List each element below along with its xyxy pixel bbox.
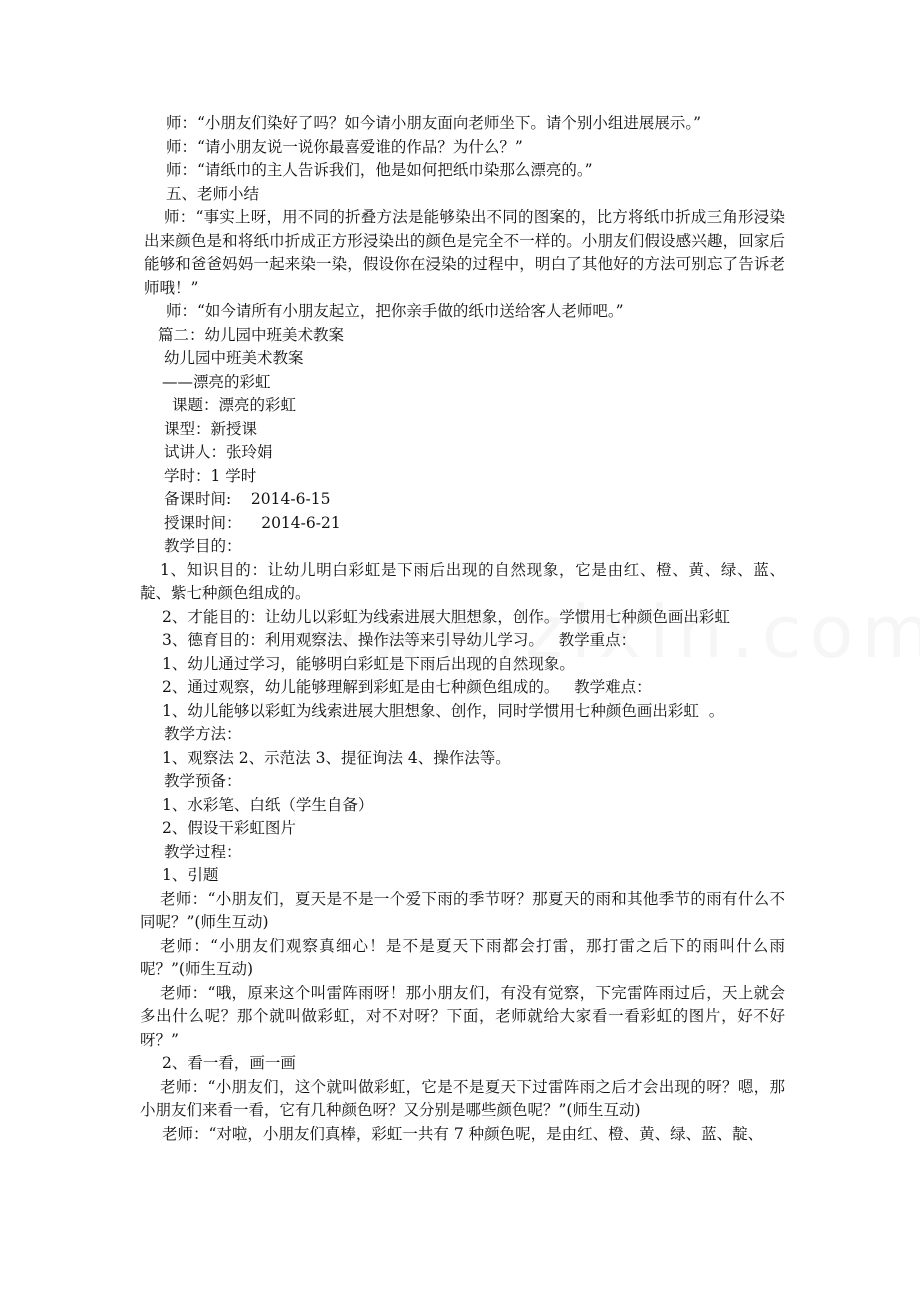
prep-date: 备课时间: 2014-6-15 [164,490,331,508]
paragraph: 2、通过观察，幼儿能够理解到彩虹是由七种颜色组成的。 教学难点： [162,678,652,696]
lesson-type: 课型：新授课 [164,419,258,438]
paragraph: 1、幼儿通过学习，能够明白彩虹是下雨后出现的自然现象。 [162,654,575,673]
section-heading: 篇二：幼儿园中班美术教案 [158,325,345,344]
section-heading: 1、引题 [162,866,219,884]
paragraph: 师：“小朋友们染好了吗？如今请小朋友面向老师坐下。请个别小组进展展示。” [166,114,702,132]
section-heading: 教学方法： [164,725,242,743]
section-heading: 五、老师小结 [166,184,260,203]
paragraph: 老师：“小朋友们，夏天是不是一个爱下雨的季节呀？那夏天的雨和其他季节的雨有什么不同呢？”(师生互动) [140,889,785,931]
paragraph: 老师：“对啦，小朋友们真棒，彩虹一共有 7 种颜色呢，是由红、橙、黄、绿、蓝、靛、 [162,1124,764,1143]
document-title: 幼儿园中班美术教案 [164,349,304,367]
paragraph: 2、假设干彩虹图片 [162,819,296,837]
lesson-hours: 学时：1 学时 [164,466,257,485]
section-heading: 2、看一看，画一画 [162,1054,296,1072]
paragraph: 1、幼儿能够以彩虹为线索进展大胆想象、创作，同时学惯用七种颜色画出彩虹 。 [162,701,725,720]
paragraph: 老师：“小朋友们，这个就叫做彩虹，它是不是夏天下过雷阵雨之后才会出现的呀？嗯，那小朋友们来看一看，它有几种颜色呀？又分别是哪些颜色呢？”(师生互动) [140,1077,785,1119]
paragraph: 师：“如今请所有小朋友起立，把你亲手做的纸巾送给客人老师吧。” [166,302,624,320]
paragraph: 1、观察法 2、示范法 3、提征询法 4、操作法等。 [162,748,511,767]
paragraph: 老师：“哦，原来这个叫雷阵雨呀！那小朋友们，有没有觉察，下完雷阵雨过后，天上就会多出什么呢？那个就叫做彩虹，对不对呀？下面，老师就给大家看一看彩虹的图片，好不好呀？” [140,983,785,1049]
teach-date: 授课时间： 2014-6-21 [164,513,341,532]
paragraph: 师：“请小朋友说一说你最喜爱谁的作品？为什么？” [166,137,523,156]
paragraph: 师：“请纸巾的主人告诉我们，他是如何把纸巾染那么漂亮的。” [166,161,593,179]
paragraph: 老师：“小朋友们观察真细心！是不是夏天下雨都会打雷，那打雷之后下的雨叫什么雨呢？”(师生互动) [140,936,785,978]
section-heading: 教学目的： [164,537,242,555]
paragraph: 2、才能目的：让幼儿以彩虹为线索进展大胆想象，创作。学惯用七种颜色画出彩虹 [162,607,730,626]
lesson-instructor: 试讲人：张玲娟 [164,443,273,461]
section-heading: 教学预备： [164,772,242,790]
lesson-topic: 课题：漂亮的彩虹 [172,396,297,414]
document-subtitle: ——漂亮的彩虹 [162,372,271,391]
paragraph: 1、水彩笔、白纸（学生自备） [162,795,374,814]
paragraph: 3、德育目的：利用观察法、操作法等来引导幼儿学习。 教学重点： [162,631,637,649]
section-heading: 教学过程： [164,842,242,861]
paragraph: 师：“事实上呀，用不同的折叠方法是能够染出不同的图案的，比方将纸巾折成三角形浸染出来颜色是和将纸巾折成正方形浸染出的颜色是完全不一样的。小朋友们假设感兴趣，回家后能够和爸爸妈妈一起来染一染，假设你在浸染的过程中，明白了其他好的方法可别忘了告诉老师哦！” [144,208,785,297]
document-body [140,112,785,1146]
paragraph: 1、知识目的：让幼儿明白彩虹是下雨后出现的自然现象，它是由红、橙、黄、绿、蓝、靛、紫七种颜色组成的。 [140,560,785,602]
